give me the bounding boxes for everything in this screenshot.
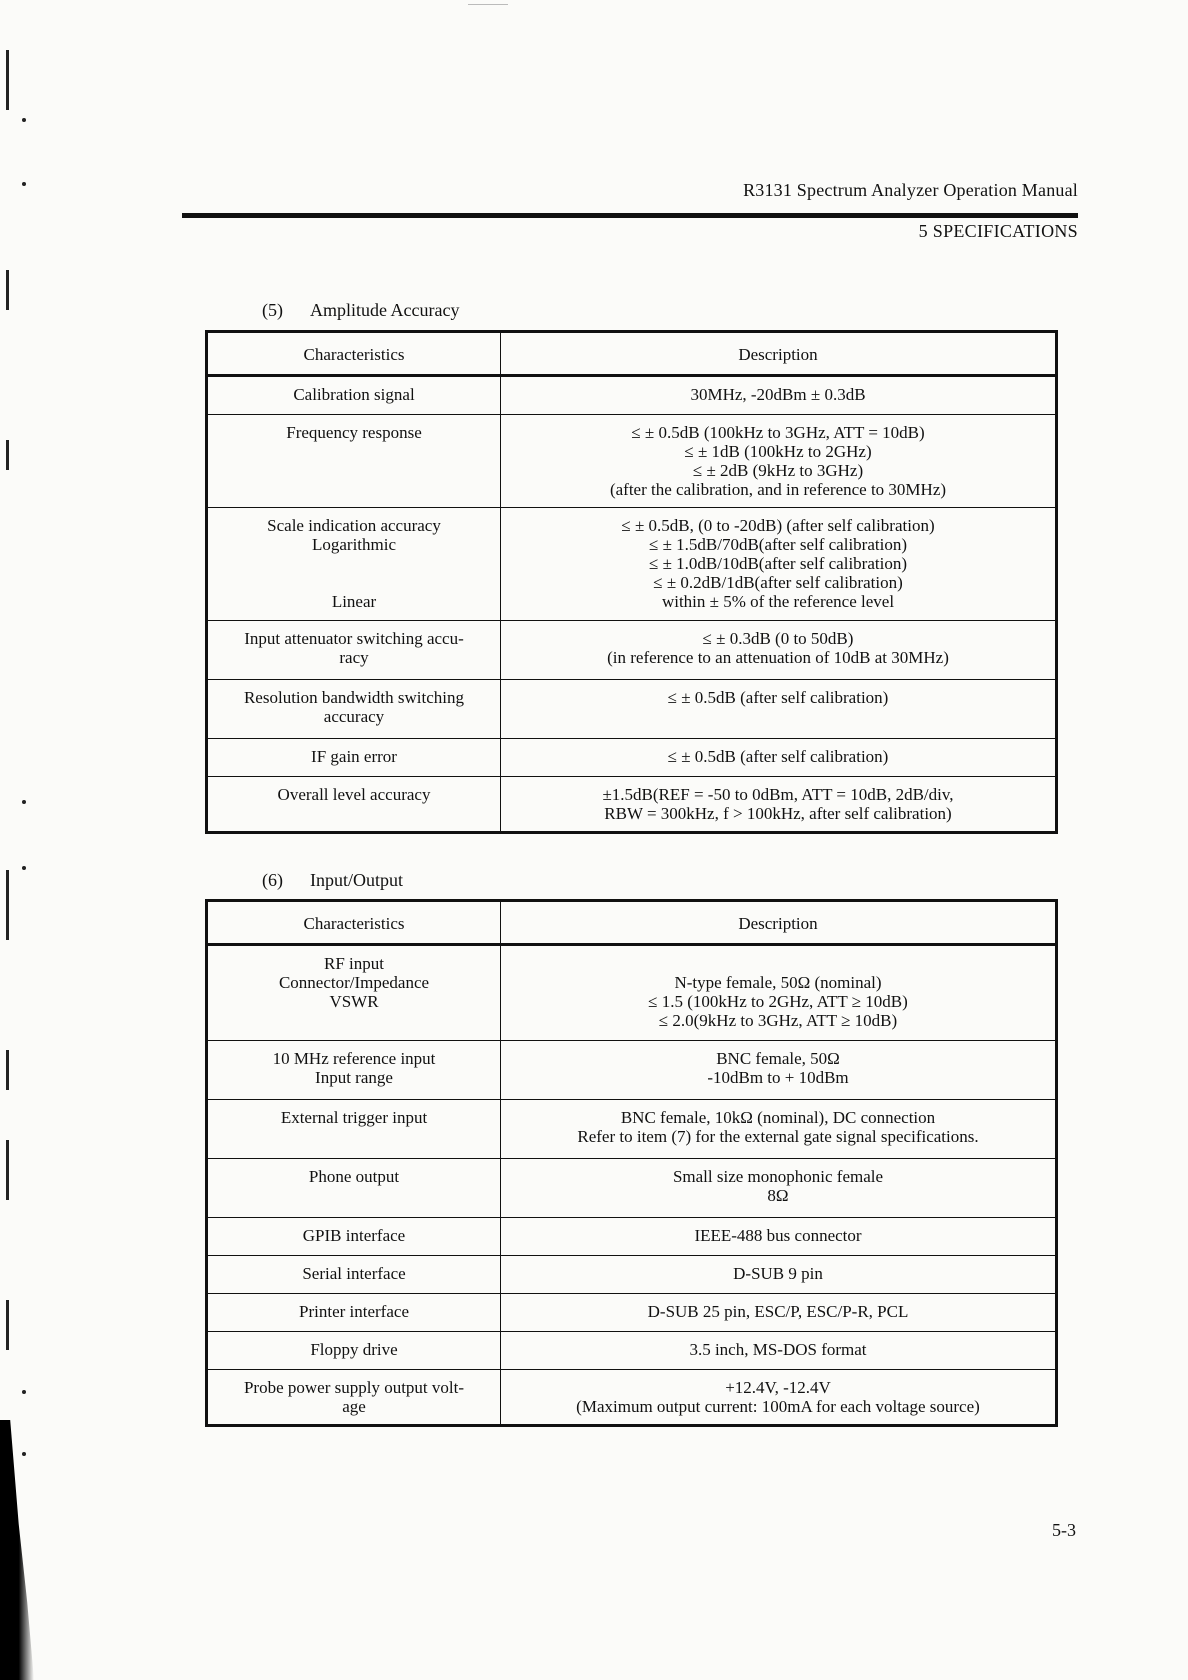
characteristic-cell: RF input Connector/Impedance VSWR bbox=[207, 945, 501, 1041]
table-row bbox=[207, 1332, 1057, 1370]
table-row bbox=[207, 739, 1057, 777]
description-cell: +12.4V, -12.4V (Maximum output current: 100mA for each voltage source) bbox=[501, 1370, 1057, 1426]
table-row bbox=[207, 1370, 1057, 1426]
scan-edge-mark bbox=[6, 270, 9, 310]
section-number: (5) bbox=[262, 300, 283, 320]
header-rule bbox=[182, 213, 1078, 218]
table-row bbox=[207, 680, 1057, 739]
scan-shadow bbox=[0, 1420, 34, 1680]
table-row bbox=[207, 621, 1057, 680]
scan-edge-mark bbox=[6, 50, 9, 110]
scan-edge-mark bbox=[6, 870, 9, 940]
amplitude-accuracy-table bbox=[205, 330, 1058, 834]
characteristic-cell: Probe power supply output volt- age bbox=[207, 1370, 501, 1426]
characteristic-cell: External trigger input bbox=[207, 1100, 501, 1159]
description-cell: BNC female, 50Ω -10dBm to + 10dBm bbox=[501, 1041, 1057, 1100]
section-name: Input/Output bbox=[310, 870, 403, 890]
description-cell: 3.5 inch, MS-DOS format bbox=[501, 1332, 1057, 1370]
table-row bbox=[207, 1041, 1057, 1100]
column-header-characteristics: Characteristics bbox=[207, 332, 501, 376]
characteristic-cell: Input attenuator switching accu- racy bbox=[207, 621, 501, 680]
section-heading-input-output bbox=[262, 870, 403, 891]
scan-edge-mark bbox=[6, 1140, 9, 1200]
scan-edge-mark bbox=[6, 440, 9, 470]
column-header-description: Description bbox=[501, 332, 1057, 376]
section-number: (6) bbox=[262, 870, 283, 890]
characteristic-cell: Serial interface bbox=[207, 1256, 501, 1294]
column-header-characteristics: Characteristics bbox=[207, 901, 501, 945]
scan-dot bbox=[22, 800, 26, 804]
scan-dot bbox=[22, 1390, 26, 1394]
description-cell: D-SUB 25 pin, ESC/P, ESC/P-R, PCL bbox=[501, 1294, 1057, 1332]
table-row bbox=[207, 945, 1057, 1041]
table-row bbox=[207, 415, 1057, 508]
table-row bbox=[207, 1256, 1057, 1294]
scan-dot bbox=[22, 118, 26, 122]
scan-dot bbox=[22, 866, 26, 870]
description-cell: ≤ ± 0.5dB (100kHz to 3GHz, ATT = 10dB) ≤ ± 1dB (100kHz to 2GHz) ≤ ± 2dB (9kHz to 3GHz) (after the calibration, and in reference to 30MHz) bbox=[501, 415, 1057, 508]
description-cell: 30MHz, -20dBm ± 0.3dB bbox=[501, 376, 1057, 415]
characteristic-cell: Phone output bbox=[207, 1159, 501, 1218]
column-header-description: Description bbox=[501, 901, 1057, 945]
description-cell: Small size monophonic female 8Ω bbox=[501, 1159, 1057, 1218]
description-cell: IEEE-488 bus connector bbox=[501, 1218, 1057, 1256]
description-cell: ≤ ± 0.5dB (after self calibration) bbox=[501, 680, 1057, 739]
scan-artifact bbox=[468, 4, 508, 5]
table-row bbox=[207, 1159, 1057, 1218]
description-cell: ≤ ± 0.3dB (0 to 50dB) (in reference to an attenuation of 10dB at 30MHz) bbox=[501, 621, 1057, 680]
characteristic-cell: IF gain error bbox=[207, 739, 501, 777]
table-header-row bbox=[207, 901, 1057, 945]
scan-edge-mark bbox=[6, 1300, 9, 1350]
characteristic-cell: Frequency response bbox=[207, 415, 501, 508]
section-title: 5 SPECIFICATIONS bbox=[918, 221, 1078, 241]
scan-dot bbox=[22, 1452, 26, 1456]
description-cell: N-type female, 50Ω (nominal) ≤ 1.5 (100kHz to 2GHz, ATT ≥ 10dB) ≤ 2.0(9kHz to 3GHz, ATT ≥ 10dB) bbox=[501, 945, 1057, 1041]
table-row bbox=[207, 508, 1057, 621]
table-header-row bbox=[207, 332, 1057, 376]
table-row bbox=[207, 1294, 1057, 1332]
characteristic-cell: Floppy drive bbox=[207, 1332, 501, 1370]
input-output-table bbox=[205, 899, 1058, 1427]
table-row bbox=[207, 1218, 1057, 1256]
description-cell: ≤ ± 0.5dB, (0 to -20dB) (after self calibration) ≤ ± 1.5dB/70dB(after self calibration) ≤ ± 1.0dB/10dB(after self calibration) ≤ ± 0.2dB/1dB(after self calibration) within ± 5% of the reference level bbox=[501, 508, 1057, 621]
scan-dot bbox=[22, 182, 26, 186]
description-cell: BNC female, 10kΩ (nominal), DC connection Refer to item (7) for the external gate signal specifications. bbox=[501, 1100, 1057, 1159]
table-row bbox=[207, 1100, 1057, 1159]
characteristic-cell: Scale indication accuracy Logarithmic Linear bbox=[207, 508, 501, 621]
characteristic-cell: Resolution bandwidth switching accuracy bbox=[207, 680, 501, 739]
table-row bbox=[207, 376, 1057, 415]
section-heading-amplitude-accuracy bbox=[262, 300, 459, 321]
manual-title: R3131 Spectrum Analyzer Operation Manual bbox=[743, 180, 1078, 200]
section-name: Amplitude Accuracy bbox=[310, 300, 460, 320]
page-number: 5-3 bbox=[1052, 1520, 1076, 1540]
description-cell: D-SUB 9 pin bbox=[501, 1256, 1057, 1294]
characteristic-cell: GPIB interface bbox=[207, 1218, 501, 1256]
description-cell: ±1.5dB(REF = -50 to 0dBm, ATT = 10dB, 2dB/div, RBW = 300kHz, f > 100kHz, after self calibration) bbox=[501, 777, 1057, 833]
description-cell: ≤ ± 0.5dB (after self calibration) bbox=[501, 739, 1057, 777]
characteristic-cell: 10 MHz reference input Input range bbox=[207, 1041, 501, 1100]
characteristic-cell: Overall level accuracy bbox=[207, 777, 501, 833]
characteristic-cell: Printer interface bbox=[207, 1294, 501, 1332]
table-row bbox=[207, 777, 1057, 833]
scan-edge-mark bbox=[6, 1050, 9, 1090]
characteristic-cell: Calibration signal bbox=[207, 376, 501, 415]
